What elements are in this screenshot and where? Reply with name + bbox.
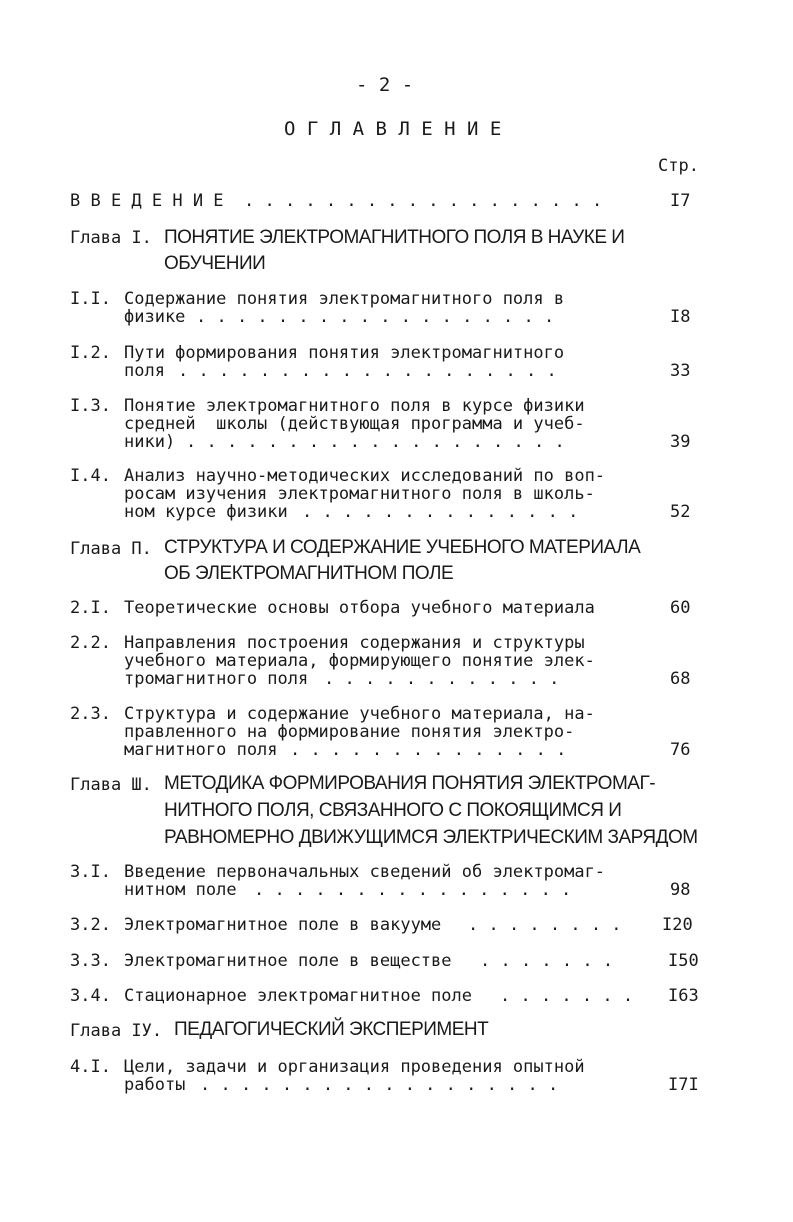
- section-4-1-page: I7I: [668, 1075, 699, 1095]
- chapter-2-title-line-1: СТРУКТУРА И СОДЕРЖАНИЕ УЧЕБНОГО МАТЕРИАЛА: [164, 537, 641, 558]
- section-1-3-line-2: средней школы (действующая программа и учеб-: [124, 414, 585, 434]
- section-2-1-line-1: Теоретические основы отбора учебного материала: [124, 598, 595, 618]
- section-2-2-line-1: Направления построения содержания и структуры: [124, 633, 585, 653]
- section-3-3-page: I50: [668, 951, 699, 971]
- section-1-3-dots: . . . . . . . . . . . . . . . . . . .: [186, 432, 565, 452]
- section-1-1-page: I8: [670, 307, 691, 327]
- page-column-label: Стр.: [658, 156, 699, 176]
- chapter-1-title-line-1: ПОНЯТИЕ ЭЛЕКТРОМАГНИТНОГО ПОЛЯ В НАУКЕ И: [164, 227, 625, 248]
- section-1-1-dots: . . . . . . . . . . . . . . . . . .: [196, 307, 555, 327]
- section-2-3-line-2: правленного на формирование понятия электро-: [124, 722, 575, 742]
- page-number: - 2 -: [356, 74, 414, 96]
- section-3-1-line-2: нитном поле: [124, 880, 237, 900]
- section-2-3-line-3: магнитного поля: [124, 740, 278, 760]
- section-3-3-number: 3.3.: [70, 951, 111, 971]
- section-3-1-dots: . . . . . . . . . . . . . . . .: [254, 880, 572, 900]
- chapter-3-prefix: Глава Ш.: [70, 775, 152, 795]
- section-4-1-number: 4.I.: [70, 1057, 111, 1077]
- chapter-3-title-line-1: МЕТОДИКА ФОРМИРОВАНИЯ ПОНЯТИЯ ЭЛЕКТРОМАГ-: [164, 773, 656, 794]
- section-1-4-line-3: ном курсе физики: [124, 502, 288, 522]
- section-1-3-line-3: ники): [124, 432, 176, 452]
- section-2-3-number: 2.3.: [70, 704, 111, 724]
- section-4-1-line-2: работы: [124, 1075, 186, 1095]
- section-3-2-line-1: Электромагнитное поле в вакууме: [124, 915, 442, 935]
- toc-intro-dots: . . . . . . . . . . . . . . . . . .: [244, 191, 603, 211]
- page-title: О Г Л А В Л Е Н И Е: [284, 118, 502, 140]
- section-1-1-line-1: Содержание понятия электромагнитного поля в: [124, 289, 565, 309]
- section-1-4-line-2: росам изучения электромагнитного поля в школь-: [124, 484, 595, 504]
- section-2-3-line-1: Структура и содержание учебного материала, на-: [124, 704, 595, 724]
- section-2-2-dots: . . . . . . . . . . . .: [324, 669, 560, 689]
- section-1-4-number: I.4.: [70, 466, 111, 486]
- section-3-4-number: 3.4.: [70, 986, 111, 1006]
- section-3-1-page: 98: [670, 880, 691, 900]
- section-1-4-page: 52: [670, 502, 691, 522]
- section-3-2-page: I20: [662, 915, 693, 935]
- chapter-4-prefix: Глава IУ.: [70, 1021, 163, 1041]
- chapter-1-title-line-2: ОБУЧЕНИИ: [164, 253, 266, 274]
- section-3-4-dots: . . . . . . .: [500, 986, 634, 1006]
- section-1-3-page: 39: [670, 432, 691, 452]
- section-3-4-line-1: Стационарное электромагнитное поле: [124, 986, 472, 1006]
- toc-intro-label: В В Е Д Е Н И Е: [70, 191, 224, 211]
- section-1-3-number: I.3.: [70, 396, 111, 416]
- section-2-1-number: 2.I.: [70, 598, 111, 618]
- chapter-2-title-line-2: ОБ ЭЛЕКТРОМАГНИТНОМ ПОЛЕ: [164, 563, 454, 584]
- chapter-1-prefix: Глава I.: [70, 228, 152, 248]
- section-3-2-dots: . . . . . . . .: [468, 915, 622, 935]
- section-4-1-line-1: Цели, задачи и организация проведения опытной: [124, 1057, 585, 1077]
- section-1-2-line-2: поля: [124, 361, 165, 381]
- section-3-1-line-1: Введение первоначальных сведений об электромаг-: [124, 862, 606, 882]
- section-4-1-dots: . . . . . . . . . . . . . . . . . .: [200, 1075, 559, 1095]
- section-2-2-page: 68: [670, 669, 691, 689]
- section-1-2-page: 33: [670, 361, 691, 381]
- section-1-2-number: I.2.: [70, 343, 111, 363]
- section-1-1-line-2: физике: [124, 307, 186, 327]
- section-1-4-line-1: Анализ научно-методических исследований по воп-: [124, 466, 606, 486]
- section-2-2-number: 2.2.: [70, 633, 111, 653]
- chapter-4-title-line-1: ПЕДАГОГИЧЕСКИЙ ЭКСПЕРИМЕНТ: [174, 1019, 489, 1040]
- section-3-2-number: 3.2.: [70, 915, 111, 935]
- section-2-2-line-2: учебного материала, формирующего понятие элек-: [124, 651, 595, 671]
- chapter-3-title-line-2: НИТНОГО ПОЛЯ, СВЯЗАННОГО С ПОКОЯЩИМСЯ И: [164, 800, 622, 821]
- section-1-4-dots: . . . . . . . . . . . . . .: [302, 502, 579, 522]
- section-3-3-line-1: Электромагнитное поле в веществе: [124, 951, 452, 971]
- chapter-3-title-line-3: РАВНОМЕРНО ДВИЖУЩИМСЯ ЭЛЕКТРИЧЕСКИМ ЗАРЯДОМ: [164, 827, 698, 848]
- section-2-2-line-3: тромагнитного поля: [124, 669, 309, 689]
- section-2-1-page: 60: [670, 598, 691, 618]
- section-1-2-line-1: Пути формирования понятия электромагнитного: [124, 343, 565, 363]
- section-3-3-dots: . . . . . . .: [480, 951, 614, 971]
- section-3-1-number: 3.I.: [70, 862, 111, 882]
- section-2-3-dots: . . . . . . . . . . . . . .: [290, 740, 567, 760]
- toc-intro-page: I7: [670, 191, 691, 211]
- section-1-3-line-1: Понятие электромагнитного поля в курсе физики: [124, 396, 585, 416]
- section-3-4-page: I63: [668, 986, 699, 1006]
- section-1-1-number: I.I.: [70, 289, 111, 309]
- chapter-2-prefix: Глава П.: [70, 539, 152, 559]
- section-1-2-dots: . . . . . . . . . . . . . . . . . . .: [178, 361, 557, 381]
- section-2-3-page: 76: [670, 740, 691, 760]
